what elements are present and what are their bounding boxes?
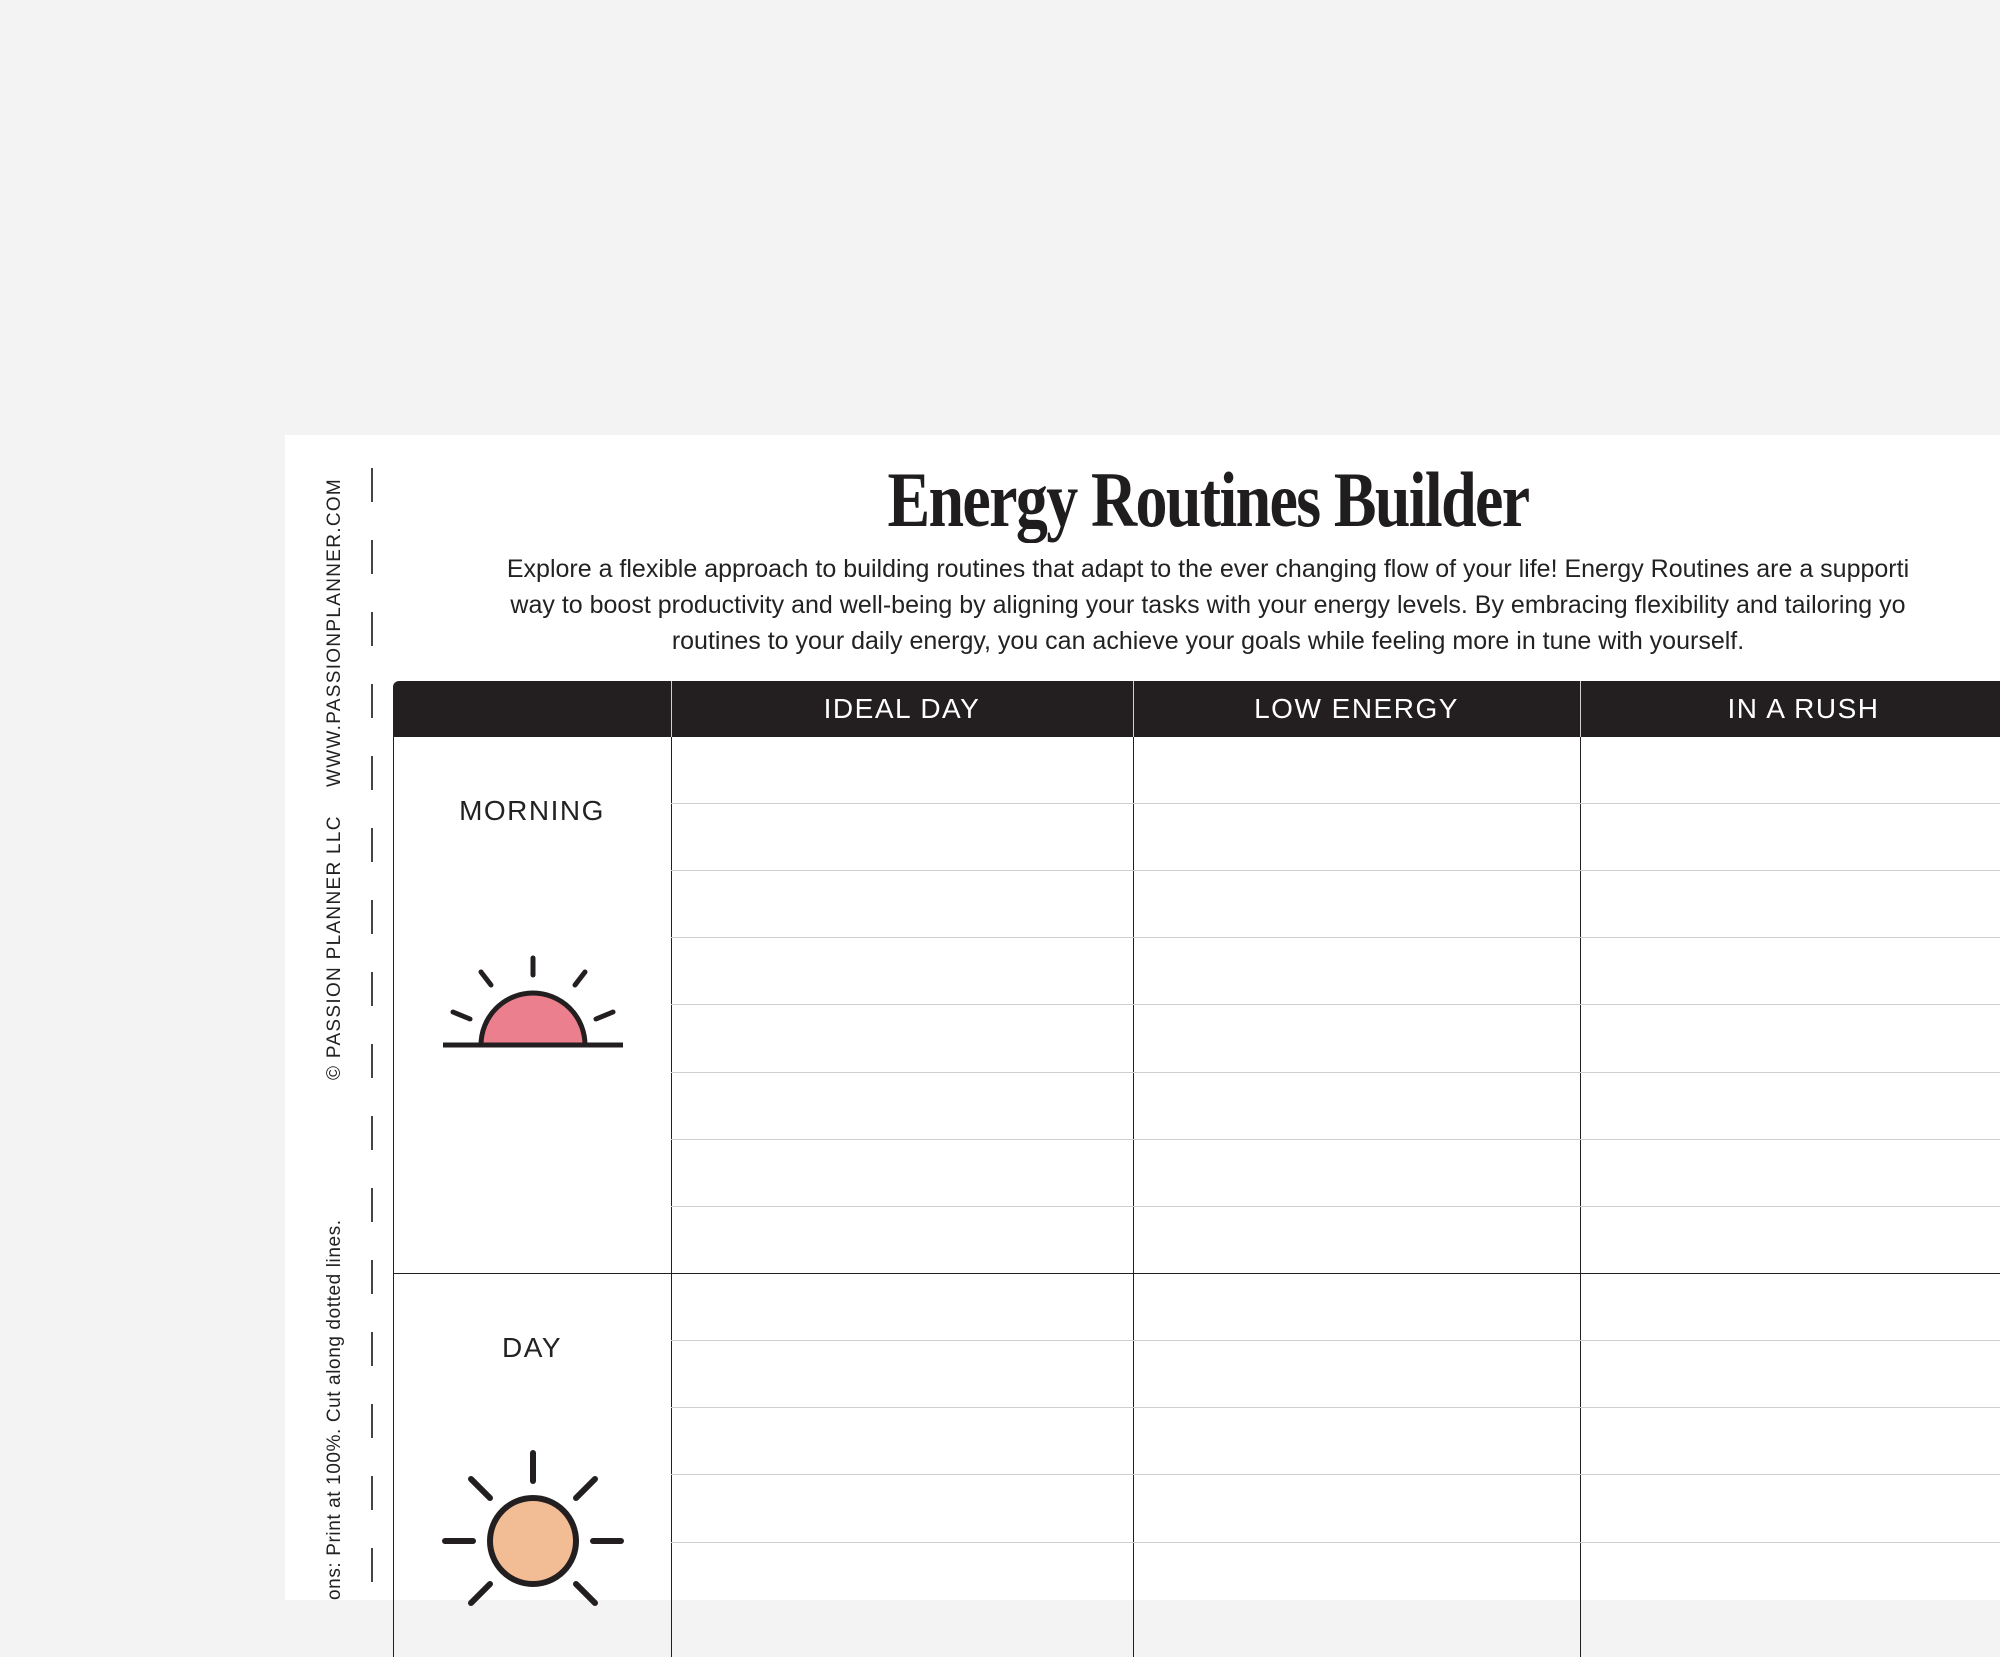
row-label-morning: MORNING — [459, 795, 605, 826]
row-label-day: DAY — [502, 1332, 562, 1363]
writing-line — [671, 1407, 2000, 1408]
column-divider — [671, 737, 672, 1657]
column-header-ideal-day: IDEAL DAY — [823, 693, 981, 724]
column-divider — [1133, 737, 1134, 1657]
writing-line — [671, 870, 2000, 871]
intro-paragraph — [393, 551, 2000, 659]
print-instructions-text: ons: Print at 100%. Cut along dotted lines. — [324, 1219, 345, 1600]
column-header-low-energy: LOW ENERGY — [1254, 693, 1459, 724]
table-border-left — [393, 737, 394, 1657]
writing-line — [671, 1072, 2000, 1073]
writing-line — [671, 1206, 2000, 1207]
page-title: Energy Routines Builder — [887, 456, 1529, 543]
column-divider — [1580, 737, 1581, 1657]
dotted-cut-line — [371, 468, 373, 1600]
writing-line — [671, 937, 2000, 938]
website-text: WWW.PASSIONPLANNER.COM — [324, 477, 345, 787]
sun-icon — [441, 1449, 625, 1633]
copyright-text: © PASSION PLANNER LLC — [324, 815, 345, 1080]
writing-line — [671, 1004, 2000, 1005]
routines-table — [393, 681, 2000, 1641]
writing-line — [671, 1542, 2000, 1543]
row-divider — [393, 1273, 2000, 1274]
intro-line-2: way to boost productivity and well-being by aligning your tasks with your energy levels. By embracing flexibility and tailoring yo — [510, 591, 1906, 619]
sunrise-icon — [443, 955, 623, 1055]
writing-line — [671, 1340, 2000, 1341]
intro-line-1: Explore a flexible approach to building routines that adapt to the ever changing flow of your life! Energy Routines are a supporti — [506, 555, 1910, 583]
column-header-in-a-rush: IN A RUSH — [1727, 693, 1880, 724]
writing-line — [671, 1139, 2000, 1140]
writing-line — [671, 803, 2000, 804]
intro-line-3: routines to your daily energy, you can achieve your goals while feeling more in tune with yourself. — [671, 627, 1745, 655]
writing-line — [671, 1474, 2000, 1475]
